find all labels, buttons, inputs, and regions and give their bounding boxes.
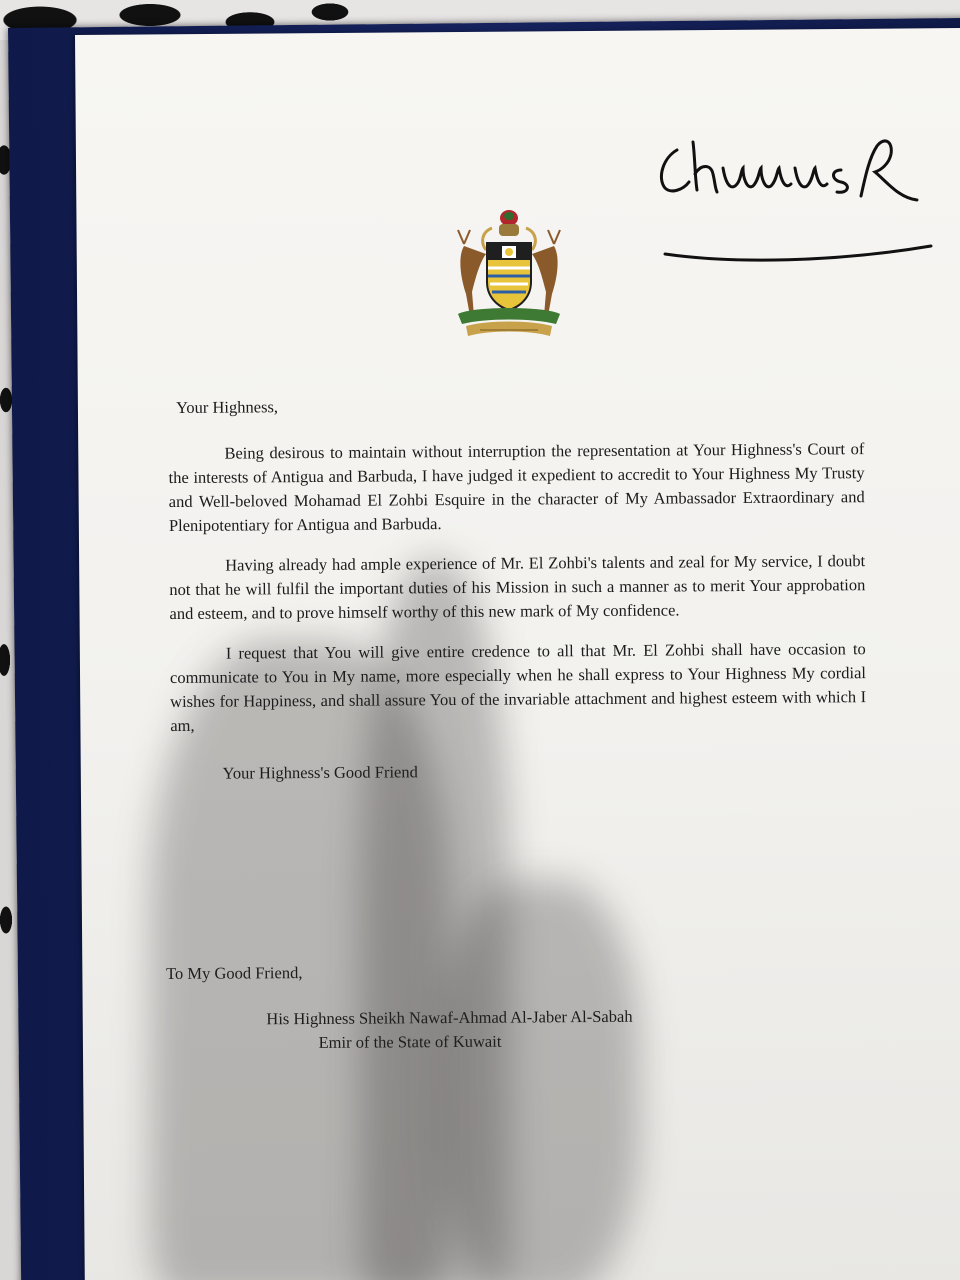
coat-of-arms-icon: [452, 206, 566, 342]
letter-paragraph-2: Having already had ample experience of Mr. El Zohbi's talents and zeal for My service, I doubt not that he will fulfil the important duties of his Mission in such a manner as to merit Your approbation and esteem, and to prove himself worthy of this new mark of My confidence.: [169, 551, 866, 623]
addressee-name: His Highness Sheikh Nawaf-Ahmad Al-Jaber Al-Sabah: [266, 1006, 633, 1029]
addressee-block: [166, 959, 633, 1056]
addressee-greeting: To My Good Friend,: [166, 963, 303, 983]
letter-paragraph-3: I request that You will give entire credence to all that Mr. El Zohbi shall have occasion to communicate to You in My name, more especially when he shall express to Your Highness My cordial wishes for Happiness, and shall assure You of the invariable attachment and highest esteem with which I am,: [169, 639, 867, 735]
letter-paragraph-1: Being desirous to maintain without interruption the representation at Your Highness's Court of the interests of Antigua and Barbuda, I have judged it expedient to accredit to Your Highness My Trusty and Well-beloved Mohamad El Zohbi Esquire in the character of My Ambassador Extraordinary and Plenipotentiary for Antigua and Barbuda.: [168, 439, 865, 535]
addressee-title: Emir of the State of Kuwait: [318, 1031, 502, 1052]
handwritten-signature: [655, 128, 945, 278]
letter-salutation: Your Highness,: [176, 397, 279, 417]
letter-closing: Your Highness's Good Friend: [222, 762, 418, 783]
letter-body: [168, 391, 867, 786]
